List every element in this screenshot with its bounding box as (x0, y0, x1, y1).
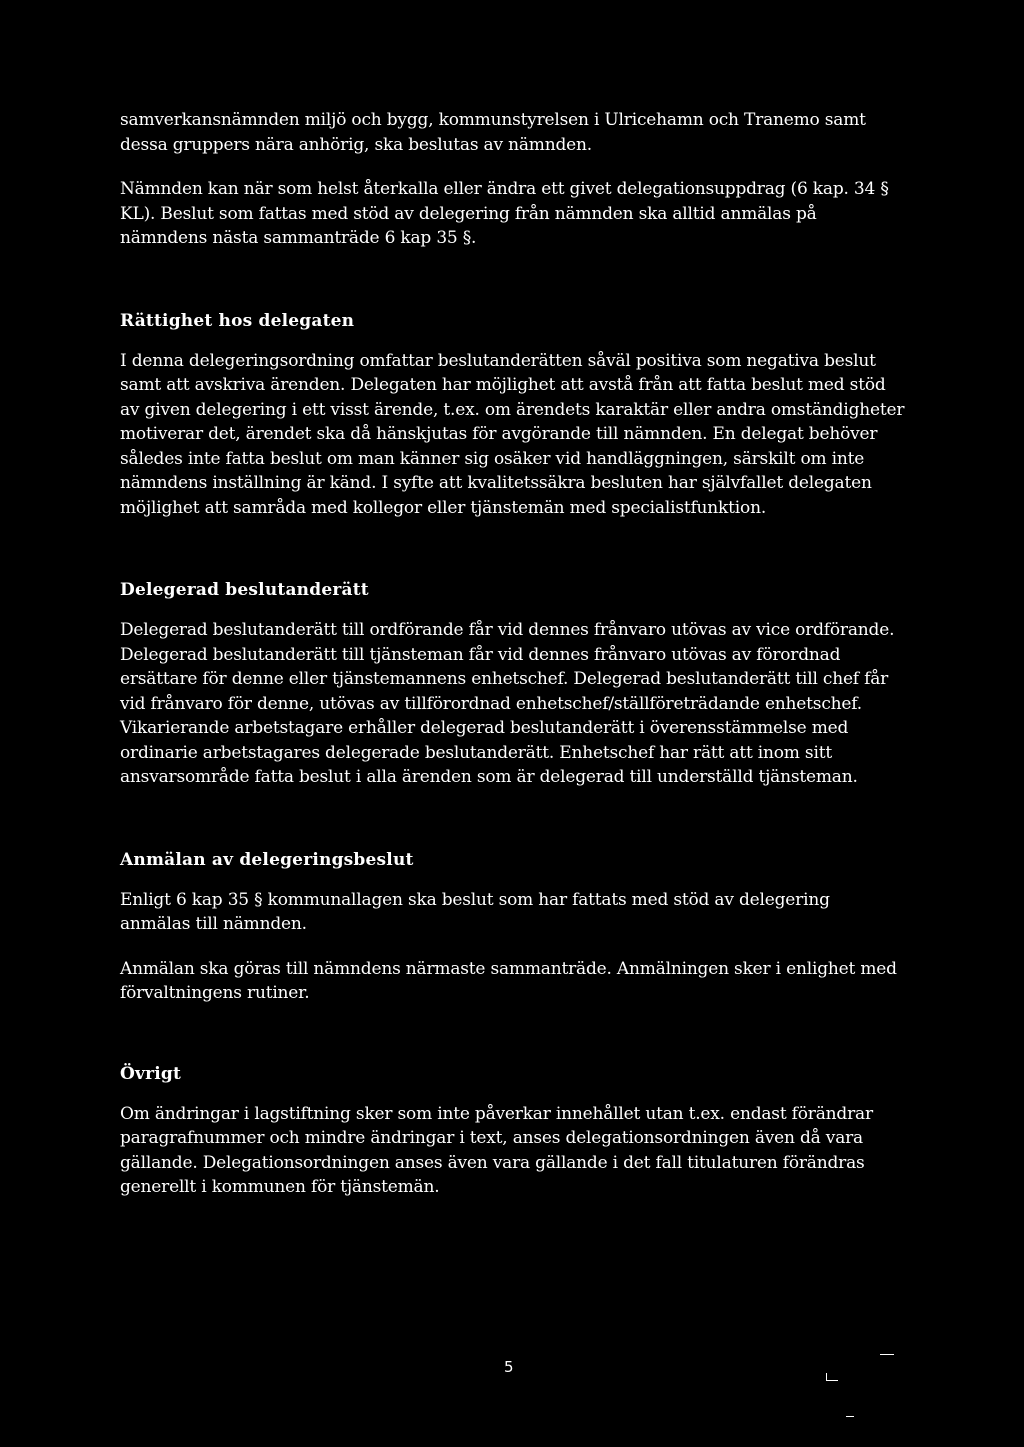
scan-mark-bottom (846, 1416, 854, 1417)
page-number: 5 (504, 1358, 514, 1376)
section-heading-rattighet: Rättighet hos delegaten (120, 310, 355, 331)
section-heading-ovrigt: Övrigt (120, 1063, 182, 1084)
section-paragraph-delegerad: Delegerad beslutanderätt till ordförande får vid dennes frånvaro utövas av vice ordförande. Delegerad beslutanderätt till tjänsteman får vid dennes frånvaro utövas av förordnad ersättare för denne eller tjänstemannens enhetschef. Delegerad beslutanderätt till chef får vid frånvaro för denne, utövas av tillförordnad enhetschef/ställföreträdande enhetschef. Vikarierande arbetstagare erhåller delegerad beslutanderätt i överensstämmelse med ordinarie arbetstagares delegerade beslutanderätt. Enhetschef har rätt att inom sitt ansvarsområde fatta beslut i alla ärenden som är delegerad till underställd tjänsteman. (120, 620, 895, 787)
intro-paragraph-1: samverkansnämnden miljö och bygg, kommunstyrelsen i Ulricehamn och Tranemo samt dessa gruppers nära anhörig, ska beslutas av nämnden. (120, 110, 866, 155)
document-body (120, 108, 905, 1200)
section-paragraph-ovrigt: Om ändringar i lagstiftning sker som inte påverkar innehållet utan t.ex. endast förändrar paragrafnummer och mindre ändringar i text, anses delegationsordningen även då vara gällande. Delegationsordningen anses även vara gällande i det fall titulaturen förändras generellt i kommunen för tjänstemän. (120, 1103, 873, 1197)
section-paragraph-anmalan-1: Enligt 6 kap 35 § kommunallagen ska beslut som har fattats med stöd av delegering anmälas till nämnden. (120, 889, 830, 934)
section-heading-anmalan: Anmälan av delegeringsbeslut (120, 849, 414, 870)
scan-mark-middle (826, 1380, 838, 1381)
section-paragraph-anmalan-2: Anmälan ska göras till nämndens närmaste sammanträde. Anmälningen sker i enlighet med förvaltningens rutiner. (120, 958, 897, 1003)
scan-mark-middle-stem (826, 1373, 827, 1381)
scan-mark-top-right (880, 1354, 894, 1355)
section-heading-delegerad: Delegerad beslutanderätt (120, 580, 369, 600)
section-paragraph-rattighet: I denna delegeringsordning omfattar beslutanderätten såväl positiva som negativa beslut samt att avskriva ärenden. Delegaten har möjlighet att avstå från att fatta beslut med stöd av given delegering i ett visst ärende, t.ex. om ärendets karaktär eller andra omständigheter motiverar det, ärendet ska då hänskjutas för avgörande till nämnden. En delegat behöver således inte fatta beslut om man känner sig osäker vid handläggningen, särskilt om inte nämndens inställning är känd. I syfte att kvalitetssäkra besluten har självfallet delegaten möjlighet att samråda med kollegor eller tjänstemän med specialistfunktion. (120, 350, 905, 518)
intro-paragraph-2: Nämnden kan när som helst återkalla eller ändra ett givet delegationsuppdrag (6 kap. 34 § KL). Beslut som fattas med stöd av delegering från nämnden ska alltid anmälas på nämndens nästa sammanträde 6 kap 35 §. (120, 179, 889, 248)
